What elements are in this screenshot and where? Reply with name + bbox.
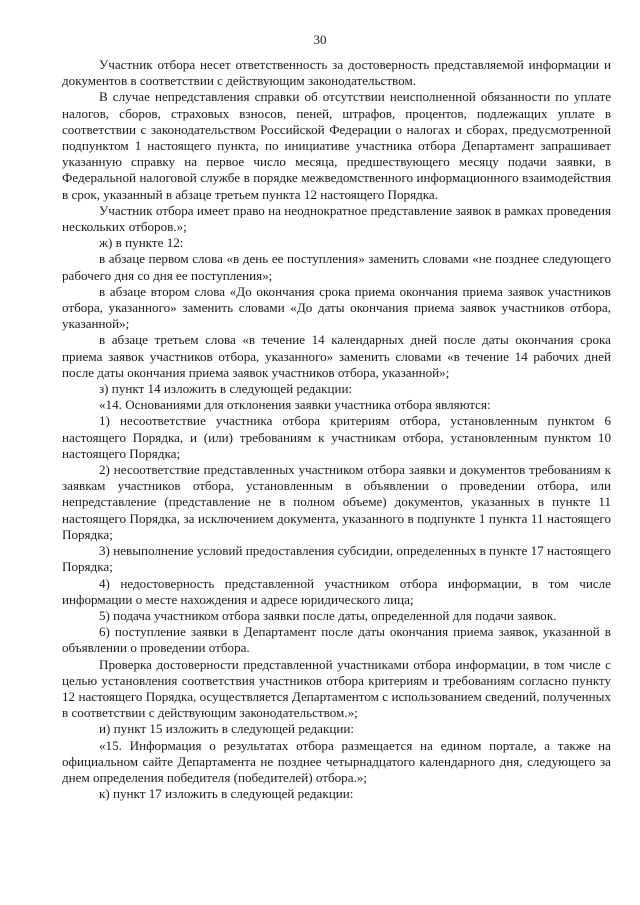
paragraph: в абзаце первом слова «в день ее поступления» заменить словами «не позднее следующего рабочего дня со дня ее поступления»; — [62, 251, 611, 283]
paragraph: 3) невыполнение условий предоставления субсидии, определенных в пункте 17 настоящего Порядка; — [62, 543, 611, 575]
paragraph: и) пункт 15 изложить в следующей редакции: — [99, 721, 354, 737]
paragraph: к) пункт 17 изложить в следующей редакции: — [99, 786, 354, 802]
paragraph: 1) несоответствие участника отбора критериям отбора, установленным пунктом 6 настоящего Порядка, и (или) требованиям к участникам отбора, установленным пунктом 10 настоящего Порядка; — [62, 413, 611, 461]
page-number: 30 — [313, 32, 327, 47]
paragraph: в абзаце третьем слова «в течение 14 календарных дней после даты окончания срока приема заявок участников отбора, указанного» заменить словами «в течение 14 рабочих дней после даты окончания приема заявок участников отбора, указанной»; — [62, 332, 611, 380]
paragraph: з) пункт 14 изложить в следующей редакции: — [99, 381, 353, 397]
paragraph: ж) в пункте 12: — [99, 235, 184, 251]
paragraph: 2) несоответствие представленных участником отбора заявки и документов требованиям к заявкам участников отбора, установленным в объявлении о проведении отбора, или непредставление (представление не в полном объеме) документов, указанных в пункте 11 настоящего Порядка, за исключением документа, указанного в подпункте 1 пункта 11 настоящего Порядка; — [62, 462, 611, 542]
paragraph: Проверка достоверности представленной участниками отбора информации, в том числе с целью установления соответствия участников отбора критериям и требованиям согласно пункту 12 настоящего Порядка, осуществляется Департаментом с использованием сведений, полученных в соответствии с действующим законодательством.»; — [62, 656, 611, 721]
paragraph: В случае непредставления справки об отсутствии неисполненной обязанности по уплате налогов, сборов, страховых взносов, пеней, штрафов, процентов, подлежащих уплате в соответствии с законодательством Российской Федерации о налогах и сборах, предусмотренной подпунктом 1 настоящего пункта, по инициативе участника отбора Департамент запрашивает указанную справку на первое число месяца, предшествующего месяцу подачи заявки, в Федеральной налоговой службе в порядке межведомственного информационного взаимодействия в срок, указанный в абзаце третьем пункта 12 настоящего Порядка. — [62, 89, 611, 202]
paragraph: Участник отбора несет ответственность за достоверность представляемой информации и документов в соответствии с действующим законодательством. — [62, 57, 611, 89]
paragraph: в абзаце втором слова «До окончания срока приема окончания приема заявок участников отбора, указанного» заменить словами «До даты окончания приема заявок участников отбора, указанной»; — [62, 283, 611, 332]
paragraph: «15. Информация о результатах отбора размещается на едином портале, а также на официальном сайте Департамента не позднее четырнадцатого календарного дня, следующего за днем определения победителя (победителей) отбора.»; — [62, 737, 611, 785]
document-body — [62, 57, 611, 802]
paragraph: 5) подача участником отбора заявки после даты, определенной для подачи заявок. — [99, 607, 557, 623]
paragraph: «14. Основаниями для отклонения заявки участника отбора являются: — [99, 397, 491, 413]
paragraph: 6) поступление заявки в Департамент после даты окончания приема заявок, указанной в объявлении о проведении отбора. — [62, 624, 611, 656]
paragraph: 4) недостоверность представленной участником отбора информации, в том числе информации о месте нахождения и адресе юридического лица; — [62, 575, 611, 607]
paragraph: Участник отбора имеет право на неоднократное представление заявок в рамках проведения нескольких отборов.»; — [62, 202, 611, 235]
